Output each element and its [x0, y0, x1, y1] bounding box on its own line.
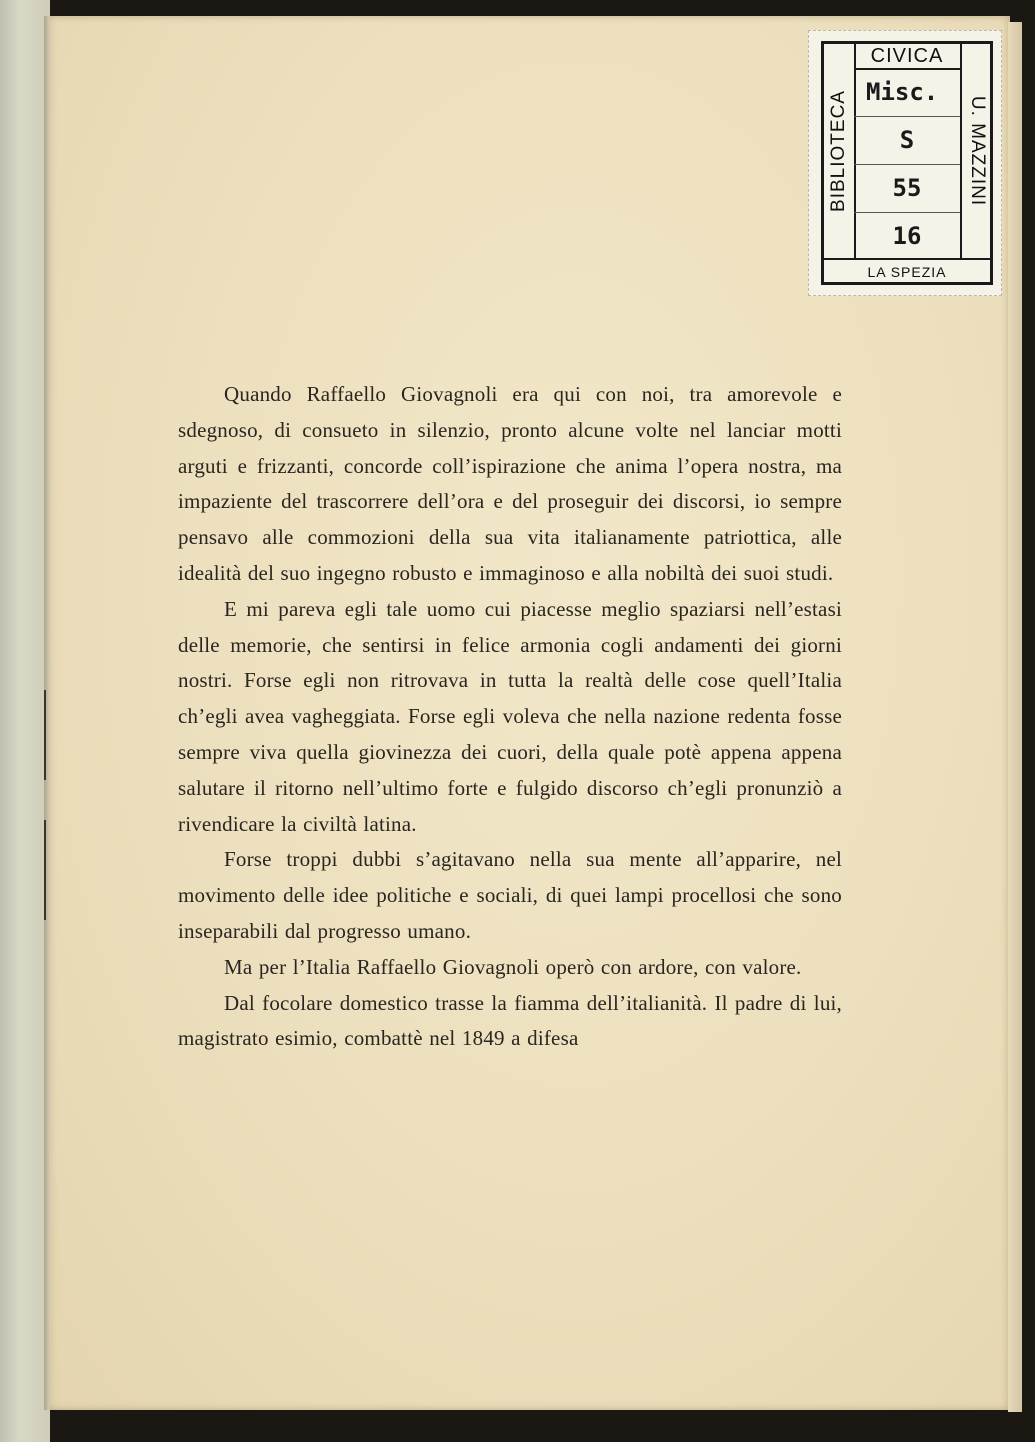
stamp-cell-item: 16 — [892, 222, 922, 250]
page-right-edge — [1008, 22, 1022, 1412]
book-cover-edge — [0, 0, 50, 1442]
stamp-frame — [821, 41, 993, 285]
stamp-cell-shelf: S — [854, 116, 960, 165]
paragraph: Ma per l’Italia Raffaello Giovagnoli operò con ardore, con valore. — [224, 954, 802, 979]
paragraph: E mi pareva egli tale uomo cui piacesse meglio spaziarsi nell’estasi delle memorie, che sentirsi in felice armonia cogli andamenti dei giorni nostri. Forse egli non ritrovava in tutta la realtà delle cose quell’Italia ch’egli avea vagheggiata. Forse egli voleva che nella nazione redenta fosse sempre viva quella giovinezza dei cuori, della quale potè appena appena salutare il ritorno nell’ultimo forte e fulgido discorso ch’egli pronunziò a rivendicare la civiltà latina. — [178, 596, 842, 836]
stamp-right-label: U. MAZZINI — [967, 95, 988, 207]
margin-mark — [44, 690, 46, 780]
stamp-header: CIVICA — [854, 44, 960, 70]
stamp-left-label: BIBLIOTECA — [828, 90, 849, 212]
stamp-cell-box: 55 — [854, 164, 960, 213]
library-stamp — [808, 30, 1002, 296]
stamp-footer: LA SPEZIA — [824, 258, 990, 284]
stamp-right-column — [960, 44, 992, 258]
body-text — [178, 377, 842, 1057]
margin-mark — [44, 820, 46, 920]
paragraph: Forse troppi dubbi s’agitavano nella sua mente all’apparire, nel movimento delle idee politiche e sociali, di quei lampi procellosi che sono inseparabili dal progresso umano. — [178, 847, 842, 943]
stamp-left-column — [824, 44, 856, 258]
paragraph: Quando Raffaello Giovagnoli era qui con noi, tra amorevole e sdegnoso, di consueto in silenzio, pronto alcune volte nel lanciar motti arguti e frizzanti, concorde coll’ispirazione che anima l’opera nostra, ma impaziente del trascorrere dell’ora e del proseguir dei discorsi, io sempre pensavo alle commozioni della sua vita italianamente patriottica, alle idealità del suo ingegno robusto e immaginoso e alla nobiltà dei suoi studi. — [178, 382, 842, 585]
paragraph: Dal focolare domestico trasse la fiamma dell’italianità. Il padre di lui, magistrato esimio, combattè nel 1849 a difesa — [178, 990, 842, 1051]
stamp-cell-collection: Misc. — [854, 68, 960, 117]
